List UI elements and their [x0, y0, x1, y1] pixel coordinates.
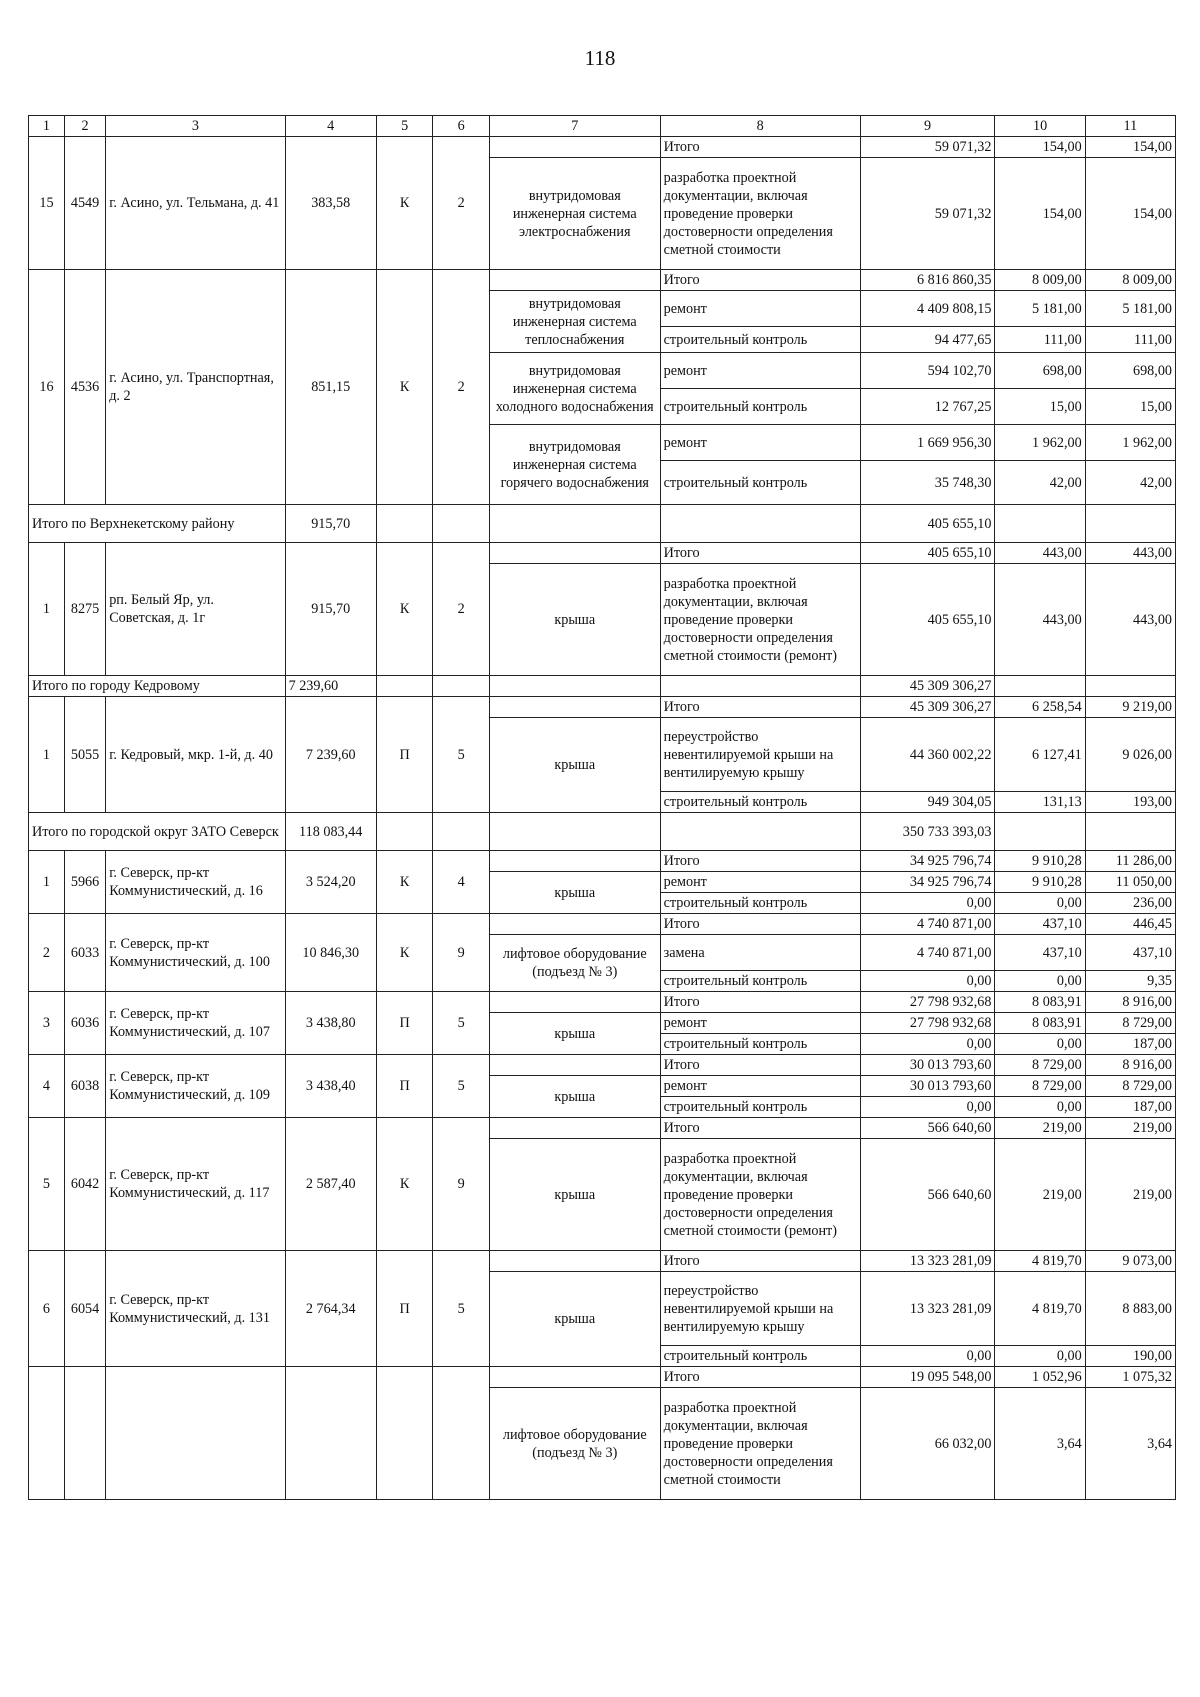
col-header: 5 — [376, 116, 433, 137]
unit-cost-limit: 698,00 — [1085, 353, 1175, 389]
unit-cost: 0,00 — [995, 1346, 1085, 1367]
district-cost: 45 309 306,27 — [860, 676, 995, 697]
work-type — [489, 697, 660, 718]
table-row — [29, 543, 1176, 564]
cost-total: 4 409 808,15 — [860, 291, 995, 327]
unit-cost-limit: 437,10 — [1085, 935, 1175, 971]
table-row — [29, 697, 1176, 718]
object-floors: 5 — [433, 697, 490, 813]
object-area: 3 438,80 — [285, 992, 376, 1055]
work-label: переустройство невентилируемой крыши на вентилируемую крышу — [660, 1272, 860, 1346]
unit-cost-limit: 446,45 — [1085, 914, 1175, 935]
table-row — [29, 914, 1176, 935]
work-type: крыша — [489, 872, 660, 914]
cost-total: 35 748,30 — [860, 461, 995, 505]
unit-cost-limit: 15,00 — [1085, 389, 1175, 425]
work-type — [489, 1367, 660, 1388]
work-type: лифтовое оборудование (подъезд № 3) — [489, 935, 660, 992]
unit-cost: 443,00 — [995, 543, 1085, 564]
object-code: 8275 — [64, 543, 105, 676]
work-type: крыша — [489, 1272, 660, 1367]
capital-repair-table — [28, 115, 1176, 1500]
row-number: 1 — [29, 543, 65, 676]
work-label: разработка проектной документации, включая проведение проверки достоверности определения сметной стоимости — [660, 1388, 860, 1500]
object-code: 6036 — [64, 992, 105, 1055]
object-area: 2 764,34 — [285, 1251, 376, 1367]
object-area — [285, 1367, 376, 1500]
district-area: 7 239,60 — [285, 676, 376, 697]
cost-total: 27 798 932,68 — [860, 1013, 995, 1034]
unit-cost-limit: 187,00 — [1085, 1097, 1175, 1118]
work-label: Итого — [660, 697, 860, 718]
unit-cost-limit: 9 219,00 — [1085, 697, 1175, 718]
object-type: П — [376, 697, 433, 813]
cost-total: 566 640,60 — [860, 1118, 995, 1139]
unit-cost-limit: 154,00 — [1085, 137, 1175, 158]
work-type — [489, 1055, 660, 1076]
unit-cost: 4 819,70 — [995, 1251, 1085, 1272]
unit-cost: 9 910,28 — [995, 851, 1085, 872]
work-label: строительный контроль — [660, 327, 860, 353]
unit-cost: 437,10 — [995, 935, 1085, 971]
unit-cost: 8 729,00 — [995, 1055, 1085, 1076]
work-label: разработка проектной документации, включая проведение проверки достоверности определения сметной стоимости (ремонт) — [660, 564, 860, 676]
col-header: 7 — [489, 116, 660, 137]
unit-cost: 6 127,41 — [995, 718, 1085, 792]
unit-cost: 154,00 — [995, 137, 1085, 158]
work-label: ремонт — [660, 872, 860, 893]
object-area: 915,70 — [285, 543, 376, 676]
work-type — [489, 543, 660, 564]
object-address: г. Северск, пр-кт Коммунистический, д. 107 — [106, 992, 285, 1055]
cost-total: 405 655,10 — [860, 543, 995, 564]
col-header: 11 — [1085, 116, 1175, 137]
work-type: внутридомовая инженерная система теплоснабжения — [489, 291, 660, 353]
work-type — [489, 992, 660, 1013]
cost-total: 30 013 793,60 — [860, 1055, 995, 1076]
table-row — [29, 1251, 1176, 1272]
empty-cell — [376, 676, 433, 697]
unit-cost: 131,13 — [995, 792, 1085, 813]
unit-cost: 154,00 — [995, 158, 1085, 270]
object-area: 3 438,40 — [285, 1055, 376, 1118]
unit-cost-limit: 11 050,00 — [1085, 872, 1175, 893]
work-type — [489, 1118, 660, 1139]
district-cost: 405 655,10 — [860, 505, 995, 543]
unit-cost: 1 052,96 — [995, 1367, 1085, 1388]
cost-total: 1 669 956,30 — [860, 425, 995, 461]
object-address: г. Асино, ул. Транспортная, д. 2 — [106, 270, 285, 505]
work-label: разработка проектной документации, включая проведение проверки достоверности определения сметной стоимости (ремонт) — [660, 1139, 860, 1251]
work-label: переустройство невентилируемой крыши на вентилируемую крышу — [660, 718, 860, 792]
cost-total: 0,00 — [860, 971, 995, 992]
work-label: строительный контроль — [660, 1097, 860, 1118]
table-row — [29, 1118, 1176, 1139]
unit-cost-limit: 190,00 — [1085, 1346, 1175, 1367]
unit-cost: 219,00 — [995, 1139, 1085, 1251]
work-label: ремонт — [660, 291, 860, 327]
unit-cost-limit: 8 729,00 — [1085, 1076, 1175, 1097]
work-label: ремонт — [660, 1013, 860, 1034]
object-floors: 5 — [433, 1251, 490, 1367]
cost-total: 6 816 860,35 — [860, 270, 995, 291]
district-label: Итого по городской округ ЗАТО Северск — [29, 813, 286, 851]
unit-cost: 0,00 — [995, 893, 1085, 914]
object-address — [106, 1367, 285, 1500]
cost-total: 12 767,25 — [860, 389, 995, 425]
object-type: К — [376, 1118, 433, 1251]
col-header: 10 — [995, 116, 1085, 137]
work-type: крыша — [489, 718, 660, 813]
district-cost: 350 733 393,03 — [860, 813, 995, 851]
object-floors: 5 — [433, 992, 490, 1055]
object-floors: 2 — [433, 543, 490, 676]
cost-total: 66 032,00 — [860, 1388, 995, 1500]
object-area: 383,58 — [285, 137, 376, 270]
cost-total: 59 071,32 — [860, 158, 995, 270]
object-type: П — [376, 992, 433, 1055]
object-code: 6033 — [64, 914, 105, 992]
empty-cell — [1085, 813, 1175, 851]
object-floors: 9 — [433, 1118, 490, 1251]
work-label: Итого — [660, 851, 860, 872]
object-code: 5055 — [64, 697, 105, 813]
object-code: 6038 — [64, 1055, 105, 1118]
object-floors: 4 — [433, 851, 490, 914]
district-total-row — [29, 505, 1176, 543]
unit-cost-limit: 5 181,00 — [1085, 291, 1175, 327]
cost-total: 594 102,70 — [860, 353, 995, 389]
page-number: 118 — [584, 46, 616, 70]
empty-cell — [995, 505, 1085, 543]
object-type: К — [376, 914, 433, 992]
table-row — [29, 992, 1176, 1013]
district-total-row — [29, 813, 1176, 851]
unit-cost: 0,00 — [995, 971, 1085, 992]
cost-total: 94 477,65 — [860, 327, 995, 353]
unit-cost-limit: 9 073,00 — [1085, 1251, 1175, 1272]
object-code: 6042 — [64, 1118, 105, 1251]
unit-cost: 111,00 — [995, 327, 1085, 353]
work-type — [489, 914, 660, 935]
empty-cell — [995, 813, 1085, 851]
work-type: крыша — [489, 1013, 660, 1055]
work-label: Итого — [660, 1118, 860, 1139]
unit-cost-limit: 154,00 — [1085, 158, 1175, 270]
object-area: 3 524,20 — [285, 851, 376, 914]
unit-cost: 443,00 — [995, 564, 1085, 676]
object-floors: 9 — [433, 914, 490, 992]
work-type: внутридомовая инженерная система горячего водоснабжения — [489, 425, 660, 505]
work-label: строительный контроль — [660, 461, 860, 505]
object-code: 4536 — [64, 270, 105, 505]
cost-total: 566 640,60 — [860, 1139, 995, 1251]
unit-cost-limit: 8 729,00 — [1085, 1013, 1175, 1034]
empty-cell — [660, 813, 860, 851]
object-area: 7 239,60 — [285, 697, 376, 813]
work-type: внутридомовая инженерная система электроснабжения — [489, 158, 660, 270]
object-address: рп. Белый Яр, ул. Советская, д. 1г — [106, 543, 285, 676]
unit-cost: 8 729,00 — [995, 1076, 1085, 1097]
unit-cost: 1 962,00 — [995, 425, 1085, 461]
cost-total: 0,00 — [860, 1034, 995, 1055]
unit-cost: 42,00 — [995, 461, 1085, 505]
work-label: строительный контроль — [660, 389, 860, 425]
object-code: 4549 — [64, 137, 105, 270]
unit-cost-limit: 8 916,00 — [1085, 1055, 1175, 1076]
unit-cost: 3,64 — [995, 1388, 1085, 1500]
object-floors: 5 — [433, 1055, 490, 1118]
col-header: 4 — [285, 116, 376, 137]
column-number-row — [29, 116, 1176, 137]
col-header: 8 — [660, 116, 860, 137]
unit-cost-limit: 111,00 — [1085, 327, 1175, 353]
unit-cost: 8 009,00 — [995, 270, 1085, 291]
work-label: строительный контроль — [660, 1346, 860, 1367]
row-number: 16 — [29, 270, 65, 505]
empty-cell — [489, 676, 660, 697]
unit-cost: 6 258,54 — [995, 697, 1085, 718]
table-row — [29, 1367, 1176, 1388]
unit-cost-limit: 1 962,00 — [1085, 425, 1175, 461]
table-row — [29, 137, 1176, 158]
work-label: ремонт — [660, 1076, 860, 1097]
work-type: крыша — [489, 564, 660, 676]
unit-cost: 0,00 — [995, 1097, 1085, 1118]
object-floors: 2 — [433, 137, 490, 270]
object-area: 10 846,30 — [285, 914, 376, 992]
unit-cost-limit: 8 916,00 — [1085, 992, 1175, 1013]
object-type: П — [376, 1055, 433, 1118]
table-row — [29, 851, 1176, 872]
unit-cost-limit: 236,00 — [1085, 893, 1175, 914]
row-number: 15 — [29, 137, 65, 270]
work-label: строительный контроль — [660, 1034, 860, 1055]
unit-cost-limit: 219,00 — [1085, 1139, 1175, 1251]
object-area: 851,15 — [285, 270, 376, 505]
object-code: 6054 — [64, 1251, 105, 1367]
table-row — [29, 270, 1176, 291]
object-type: П — [376, 1251, 433, 1367]
cost-total: 0,00 — [860, 893, 995, 914]
cost-total: 34 925 796,74 — [860, 851, 995, 872]
work-type — [489, 270, 660, 291]
unit-cost: 8 083,91 — [995, 1013, 1085, 1034]
cost-total: 19 095 548,00 — [860, 1367, 995, 1388]
object-address: г. Северск, пр-кт Коммунистический, д. 131 — [106, 1251, 285, 1367]
unit-cost: 4 819,70 — [995, 1272, 1085, 1346]
table-row — [29, 1055, 1176, 1076]
unit-cost: 5 181,00 — [995, 291, 1085, 327]
unit-cost: 698,00 — [995, 353, 1085, 389]
object-type: К — [376, 137, 433, 270]
unit-cost-limit: 8 009,00 — [1085, 270, 1175, 291]
empty-cell — [433, 676, 490, 697]
col-header: 1 — [29, 116, 65, 137]
cost-total: 405 655,10 — [860, 564, 995, 676]
row-number: 3 — [29, 992, 65, 1055]
object-address: г. Северск, пр-кт Коммунистический, д. 100 — [106, 914, 285, 992]
district-area: 118 083,44 — [285, 813, 376, 851]
work-label: ремонт — [660, 353, 860, 389]
district-label: Итого по Верхнекетскому району — [29, 505, 286, 543]
empty-cell — [995, 676, 1085, 697]
object-address: г. Северск, пр-кт Коммунистический, д. 16 — [106, 851, 285, 914]
object-address: г. Асино, ул. Тельмана, д. 41 — [106, 137, 285, 270]
work-type — [489, 851, 660, 872]
col-header: 6 — [433, 116, 490, 137]
row-number: 1 — [29, 697, 65, 813]
empty-cell — [433, 505, 490, 543]
work-type: крыша — [489, 1076, 660, 1118]
object-type — [376, 1367, 433, 1500]
work-label: ремонт — [660, 425, 860, 461]
work-label: строительный контроль — [660, 893, 860, 914]
work-label: Итого — [660, 1251, 860, 1272]
cost-total: 30 013 793,60 — [860, 1076, 995, 1097]
district-area: 915,70 — [285, 505, 376, 543]
row-number — [29, 1367, 65, 1500]
empty-cell — [489, 505, 660, 543]
work-label: Итого — [660, 992, 860, 1013]
cost-total: 44 360 002,22 — [860, 718, 995, 792]
empty-cell — [660, 676, 860, 697]
work-type — [489, 137, 660, 158]
unit-cost-limit: 443,00 — [1085, 543, 1175, 564]
cost-total: 45 309 306,27 — [860, 697, 995, 718]
work-type — [489, 1251, 660, 1272]
cost-total: 0,00 — [860, 1097, 995, 1118]
object-area: 2 587,40 — [285, 1118, 376, 1251]
object-code — [64, 1367, 105, 1500]
cost-total: 13 323 281,09 — [860, 1272, 995, 1346]
work-type: крыша — [489, 1139, 660, 1251]
empty-cell — [376, 505, 433, 543]
unit-cost-limit: 9,35 — [1085, 971, 1175, 992]
object-address: г. Кедровый, мкр. 1-й, д. 40 — [106, 697, 285, 813]
work-label: Итого — [660, 543, 860, 564]
empty-cell — [376, 813, 433, 851]
unit-cost: 219,00 — [995, 1118, 1085, 1139]
cost-total: 949 304,05 — [860, 792, 995, 813]
work-type: лифтовое оборудование (подъезд № 3) — [489, 1388, 660, 1500]
col-header: 9 — [860, 116, 995, 137]
unit-cost-limit: 187,00 — [1085, 1034, 1175, 1055]
unit-cost-limit: 3,64 — [1085, 1388, 1175, 1500]
work-type: внутридомовая инженерная система холодного водоснабжения — [489, 353, 660, 425]
col-header: 2 — [64, 116, 105, 137]
work-label: замена — [660, 935, 860, 971]
unit-cost-limit: 443,00 — [1085, 564, 1175, 676]
object-address: г. Северск, пр-кт Коммунистический, д. 109 — [106, 1055, 285, 1118]
row-number: 2 — [29, 914, 65, 992]
work-label: Итого — [660, 137, 860, 158]
district-total-row — [29, 676, 1176, 697]
empty-cell — [1085, 676, 1175, 697]
unit-cost-limit: 193,00 — [1085, 792, 1175, 813]
unit-cost-limit: 9 026,00 — [1085, 718, 1175, 792]
empty-cell — [433, 813, 490, 851]
object-floors — [433, 1367, 490, 1500]
object-type: К — [376, 851, 433, 914]
object-floors: 2 — [433, 270, 490, 505]
row-number: 1 — [29, 851, 65, 914]
unit-cost-limit: 219,00 — [1085, 1118, 1175, 1139]
empty-cell — [660, 505, 860, 543]
work-label: Итого — [660, 270, 860, 291]
unit-cost: 9 910,28 — [995, 872, 1085, 893]
object-address: г. Северск, пр-кт Коммунистический, д. 117 — [106, 1118, 285, 1251]
work-label: разработка проектной документации, включая проведение проверки достоверности определения сметной стоимости — [660, 158, 860, 270]
object-type: К — [376, 270, 433, 505]
cost-total: 59 071,32 — [860, 137, 995, 158]
row-number: 6 — [29, 1251, 65, 1367]
work-label: строительный контроль — [660, 792, 860, 813]
cost-total: 27 798 932,68 — [860, 992, 995, 1013]
work-label: Итого — [660, 1055, 860, 1076]
unit-cost: 15,00 — [995, 389, 1085, 425]
work-label: Итого — [660, 1367, 860, 1388]
col-header: 3 — [106, 116, 285, 137]
row-number: 4 — [29, 1055, 65, 1118]
unit-cost: 8 083,91 — [995, 992, 1085, 1013]
object-code: 5966 — [64, 851, 105, 914]
cost-total: 4 740 871,00 — [860, 914, 995, 935]
cost-total: 4 740 871,00 — [860, 935, 995, 971]
cost-total: 34 925 796,74 — [860, 872, 995, 893]
row-number: 5 — [29, 1118, 65, 1251]
work-label: строительный контроль — [660, 971, 860, 992]
cost-total: 13 323 281,09 — [860, 1251, 995, 1272]
unit-cost: 437,10 — [995, 914, 1085, 935]
empty-cell — [1085, 505, 1175, 543]
empty-cell — [489, 813, 660, 851]
unit-cost: 0,00 — [995, 1034, 1085, 1055]
unit-cost-limit: 1 075,32 — [1085, 1367, 1175, 1388]
cost-total: 0,00 — [860, 1346, 995, 1367]
object-type: К — [376, 543, 433, 676]
unit-cost-limit: 42,00 — [1085, 461, 1175, 505]
district-label: Итого по городу Кедровому — [29, 676, 286, 697]
work-label: Итого — [660, 914, 860, 935]
unit-cost-limit: 8 883,00 — [1085, 1272, 1175, 1346]
unit-cost-limit: 11 286,00 — [1085, 851, 1175, 872]
